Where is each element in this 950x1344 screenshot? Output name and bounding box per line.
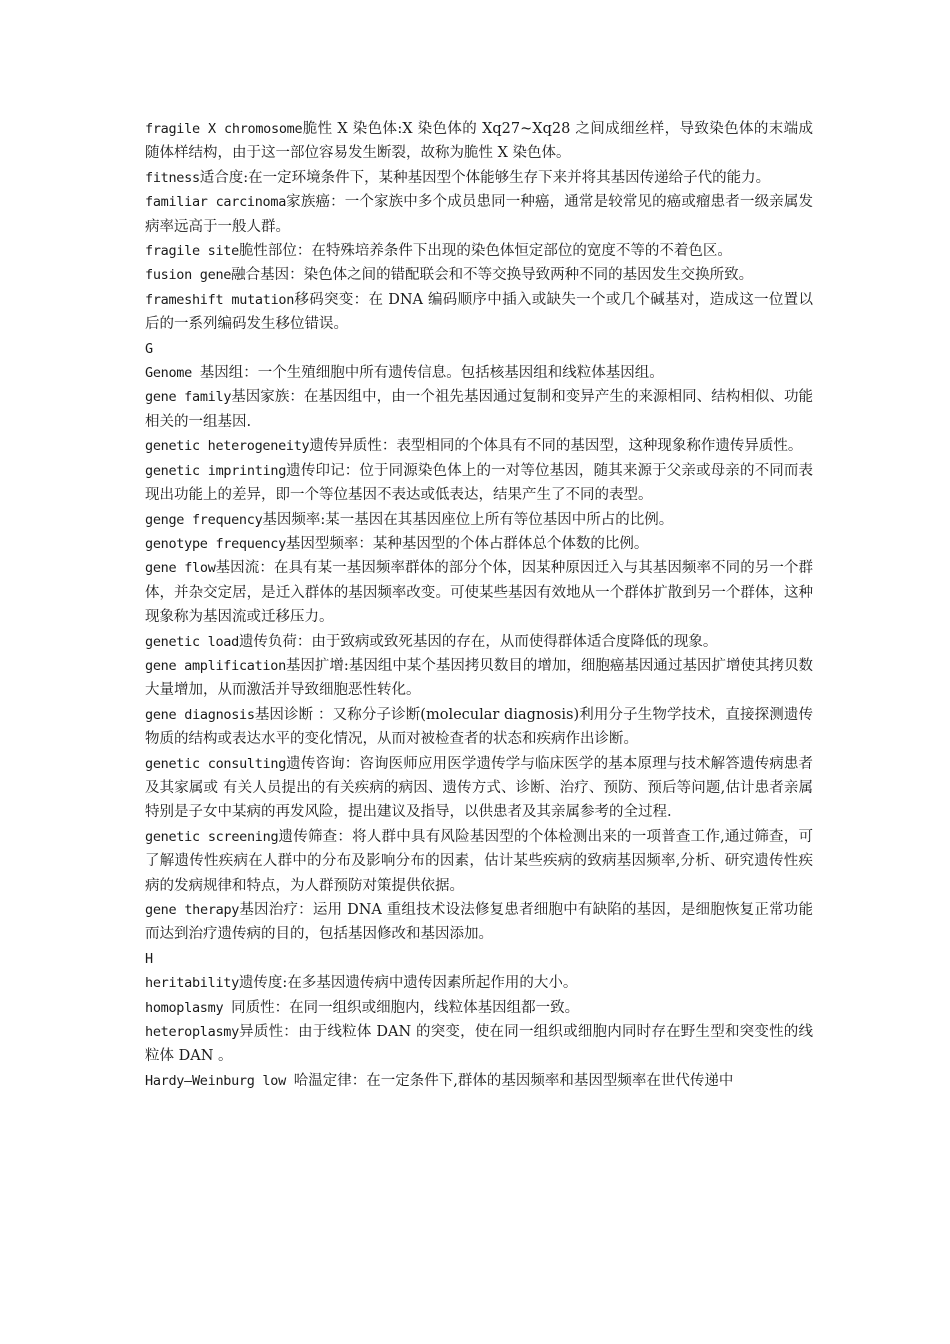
document-page	[145, 117, 813, 1093]
glossary-entry-familiar-carcinoma	[145, 190, 813, 239]
entry-term: Genome	[145, 365, 200, 382]
entry-definition: 遗传异质性：表型相同的个体具有不同的基因型，这种现象称作遗传异质性。	[309, 438, 803, 455]
entry-term: genetic imprinting	[145, 462, 287, 479]
glossary-entry-homoplasmy	[145, 996, 813, 1020]
entry-definition: 同质性：在同一组织或细胞内，线粒体基因组都一致。	[231, 999, 580, 1016]
glossary-entry-genetic-heterogeneity	[145, 434, 813, 458]
glossary-entry-hardy-weinberg-law	[145, 1069, 813, 1093]
entry-definition: 脆性部位：在特殊培养条件下出现的染色体恒定部位的宽度不等的不着色区。	[238, 243, 732, 260]
entry-term: gene diagnosis	[145, 706, 255, 723]
glossary-entry-gene-family	[145, 385, 813, 434]
entry-term: homoplasmy	[145, 999, 232, 1016]
entry-term: fragile site	[145, 243, 239, 260]
entry-definition: 遗传咨询：咨询医师应用医学遗传学与临床医学的基本原理与技术解答遗传病患者及其家属或 有关人员提出的有关疾病的病因、遗传方式、诊断、治疗、预防、预后等问题,估计患者亲属特别是子女中某病的再发风险，提出建议及指导，以供患者及其亲属参考的全过程.	[145, 755, 813, 821]
entry-definition: 遗传印记：位于同源染色体上的一对等位基因，随其来源于父亲或母亲的不同而表现出功能上的差异，即一个等位基因不表达或低表达，结果产生了不同的表型。	[145, 462, 813, 504]
glossary-entry-gene-frequency	[145, 508, 813, 532]
entry-term: genetic screening	[145, 828, 279, 845]
glossary-entry-frameshift-mutation	[145, 288, 813, 337]
entry-term: fusion gene	[145, 267, 232, 284]
entry-term: frameshift mutation	[145, 291, 295, 308]
entry-term: genetic heterogeneity	[145, 438, 310, 455]
glossary-entry-genome	[145, 361, 813, 385]
glossary-entry-heritability	[145, 971, 813, 995]
section-letter-g: G	[145, 340, 154, 357]
entry-definition: 基因诊断 ：又称分子诊断(molecular diagnosis)利用分子生物学技术，直接探测遗传物质的结构或表达水平的变化情况，从而对被检查者的状态和疾病作出诊断。	[145, 706, 813, 748]
entry-definition: 融合基因：染色体之间的错配联会和不等交换导致两种不同的基因发生交换所致。	[231, 267, 754, 284]
glossary-entry-gene-therapy	[145, 898, 813, 947]
entry-definition: 基因治疗：运用 DNA 重组技术设法修复患者细胞中有缺陷的基因，是细胞恢复正常功能而达到治疗遗传病的目的，包括基因修改和基因添加。	[145, 902, 813, 943]
entry-definition: 异质性：由于线粒体 DAN 的突变，使在同一组织或细胞内同时存在野生型和突变性的线粒体 DAN 。	[145, 1024, 813, 1065]
entry-definition: 基因家族：在基因组中，由一个祖先基因通过复制和变异产生的来源相同、结构相似、功能相关的一组基因.	[145, 389, 813, 430]
entry-term: gene therapy	[145, 902, 240, 918]
entry-definition: 家族癌：一个家族中多个成员患同一种癌，通常是较常见的癌或瘤患者一级亲属发病率远高于一般人群。	[145, 194, 813, 235]
section-letter-h: H	[145, 950, 154, 967]
entry-definition: 遗传负荷：由于致病或致死基因的存在，从而使得群体适合度降低的现象。	[238, 633, 718, 650]
entry-definition: 基因流：在具有某一基因频率群体的部分个体，因某种原因迁入与其基因频率不同的另一个群体，并杂交定居，是迁入群体的基因频率改变。可使某些基因有效地从一个群体扩散到另一个群体，这种现象称为基因流或迁移压力。	[145, 560, 814, 626]
entry-term: gene amplification	[145, 657, 286, 674]
entry-term: fitness	[145, 169, 200, 186]
glossary-entry-fusion-gene	[145, 263, 813, 287]
glossary-entry-gene-diagnosis	[145, 703, 813, 752]
glossary-entry-gene-flow	[145, 556, 813, 629]
entry-term: gene family	[145, 389, 232, 406]
glossary-entry-genetic-consulting	[145, 752, 813, 825]
entry-definition: 遗传筛查：将人群中具有风险基因型的个体检测出来的一项普查工作,通过筛查，可了解遗传性疾病在人群中的分布及影响分布的因素，估计某些疾病的致病基因频率,分析、研究遗传性疾病的发病规律和特点，为人群预防对策提供依据。	[145, 828, 813, 894]
entry-definition: 移码突变：在 DNA 编码顺序中插入或缺失一个或几个碱基对，造成这一位置以后的一系列编码发生移位错误。	[145, 291, 814, 333]
glossary-entry-fitness	[145, 166, 813, 190]
entry-term: heritability	[145, 975, 239, 992]
glossary-entry-heteroplasmy	[145, 1020, 813, 1069]
glossary-entry-genetic-screening	[145, 825, 813, 898]
glossary-entry-genetic-imprinting	[145, 459, 813, 508]
glossary-entry-gene-amplification	[145, 654, 813, 703]
glossary-entry-genetic-load	[145, 630, 813, 654]
entry-definition: 脆性 X 染色体:X 染色体的 Xq27~Xq28 之间成细丝样，导致染色体的末端成随体样结构，由于这一部位容易发生断裂，故称为脆性 X 染色体。	[145, 121, 813, 162]
entry-definition: 适合度:在一定环境条件下，某种基因型个体能够生存下来并将其基因传递给子代的能力。	[199, 169, 771, 186]
entry-definition: 基因型频率：某种基因型的个体占群体总个体数的比例。	[285, 535, 649, 552]
entry-term: Hardy—Weinburg low	[145, 1072, 294, 1089]
entry-term: fragile X chromosome	[145, 121, 303, 137]
entry-definition: 基因频率:某一基因在其基因座位上所有等位基因中所占的比例。	[262, 511, 674, 528]
entry-definition: 遗传度:在多基因遗传病中遗传因素所起作用的大小。	[238, 975, 578, 992]
entry-definition: 基因组：一个生殖细胞中所有遗传信息。包括核基因组和线粒体基因组。	[199, 365, 664, 382]
entry-term: gene flow	[145, 560, 216, 577]
glossary-entry-fragile-x-chromosome	[145, 117, 813, 166]
entry-term: genetic consulting	[145, 755, 287, 772]
glossary-entry-fragile-site	[145, 239, 813, 263]
entry-term: familiar carcinoma	[145, 194, 287, 211]
entry-definition: 哈温定律：在一定条件下,群体的基因频率和基因型频率在世代传递中	[293, 1072, 734, 1089]
entry-term: genge frequency	[145, 511, 263, 528]
glossary-entry-genotype-frequency	[145, 532, 813, 556]
entry-definition: 基因扩增:基因组中某个基因拷贝数目的增加，细胞癌基因通过基因扩增使其拷贝数大量增加，从而激活并导致细胞恶性转化。	[145, 657, 813, 699]
entry-term: genetic load	[145, 633, 239, 650]
entry-term: heteroplasmy	[145, 1024, 239, 1041]
entry-term: genotype frequency	[145, 535, 286, 552]
